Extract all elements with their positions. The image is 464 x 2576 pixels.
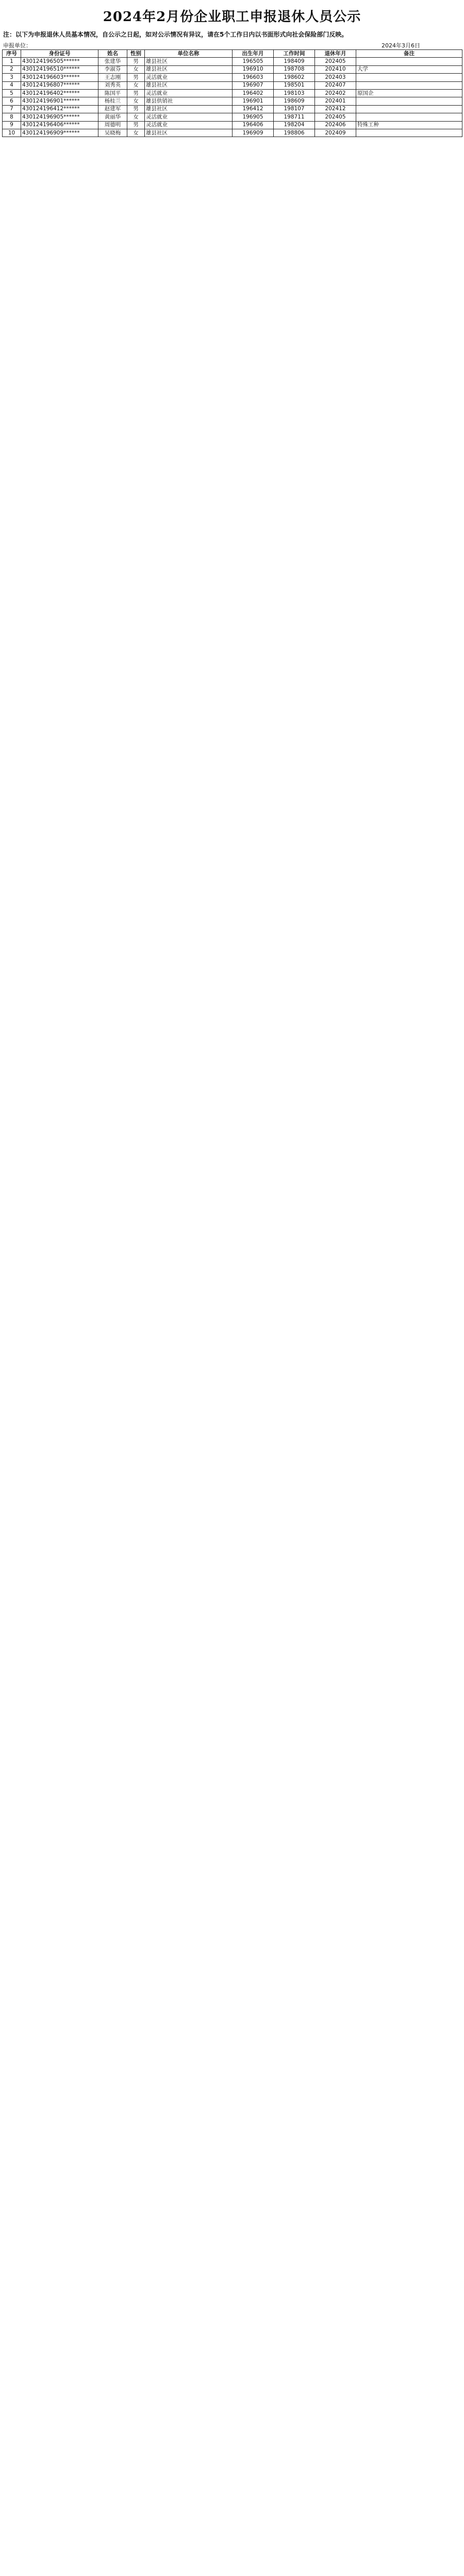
- cell-work-start: 198602: [274, 74, 315, 81]
- cell-name: 王志刚: [98, 74, 127, 81]
- table-row: [3, 58, 462, 65]
- cell-remark: 特殊工种: [356, 121, 462, 129]
- cell-name: 赵建军: [98, 105, 127, 113]
- cell-retire: 202401: [315, 97, 356, 105]
- cell-id: 430124196905******: [21, 113, 98, 121]
- publish-date: 2024年3月6日: [382, 42, 420, 49]
- cell-birth: 196910: [233, 65, 274, 73]
- cell-birth: 196505: [233, 58, 274, 65]
- cell-remark: 大学: [356, 65, 462, 73]
- cell-index: 4: [3, 81, 21, 89]
- table-row: [3, 129, 462, 137]
- cell-retire: 202405: [315, 58, 356, 65]
- cell-birth: 196406: [233, 121, 274, 129]
- cell-retire: 202410: [315, 65, 356, 73]
- col-header-name: 姓名: [98, 50, 127, 58]
- table-body: [3, 58, 462, 137]
- cell-sex: 男: [127, 121, 145, 129]
- cell-work-start: 198409: [274, 58, 315, 65]
- cell-unit: 雄县社区: [145, 129, 233, 137]
- table-row: [3, 121, 462, 129]
- cell-retire: 202402: [315, 89, 356, 97]
- cell-retire: 202409: [315, 129, 356, 137]
- cell-index: 5: [3, 89, 21, 97]
- cell-name: 周德明: [98, 121, 127, 129]
- table-row: [3, 81, 462, 89]
- cell-index: 1: [3, 58, 21, 65]
- cell-id: 430124196807******: [21, 81, 98, 89]
- cell-remark: [356, 129, 462, 137]
- col-header-id: 身份证号: [21, 50, 98, 58]
- cell-remark: [356, 113, 462, 121]
- cell-index: 6: [3, 97, 21, 105]
- cell-sex: 女: [127, 113, 145, 121]
- cell-remark: [356, 97, 462, 105]
- cell-retire: 202406: [315, 121, 356, 129]
- col-header-remark: 备注: [356, 50, 462, 58]
- col-header-index: 序号: [3, 50, 21, 58]
- cell-index: 10: [3, 129, 21, 137]
- cell-remark: [356, 74, 462, 81]
- cell-retire: 202407: [315, 81, 356, 89]
- cell-sex: 女: [127, 97, 145, 105]
- cell-unit: 雄县供销社: [145, 97, 233, 105]
- cell-id: 430124196402******: [21, 89, 98, 97]
- cell-birth: 196901: [233, 97, 274, 105]
- cell-name: 李淑芬: [98, 65, 127, 73]
- cell-name: 黄丽华: [98, 113, 127, 121]
- cell-work-start: 198107: [274, 105, 315, 113]
- cell-index: 8: [3, 113, 21, 121]
- cell-unit: 灵活就业: [145, 113, 233, 121]
- col-header-birth: 出生年月: [233, 50, 274, 58]
- cell-birth: 196402: [233, 89, 274, 97]
- cell-sex: 男: [127, 89, 145, 97]
- cell-unit: 雄县社区: [145, 81, 233, 89]
- cell-birth: 196905: [233, 113, 274, 121]
- cell-name: 杨桂兰: [98, 97, 127, 105]
- cell-retire: 202405: [315, 113, 356, 121]
- cell-work-start: 198609: [274, 97, 315, 105]
- cell-name: 刘秀英: [98, 81, 127, 89]
- cell-name: 陈国平: [98, 89, 127, 97]
- cell-name: 吴晓梅: [98, 129, 127, 137]
- cell-unit: 灵活就业: [145, 89, 233, 97]
- cell-unit: 雄县社区: [145, 65, 233, 73]
- retiree-table: [2, 49, 462, 137]
- cell-work-start: 198711: [274, 113, 315, 121]
- cell-unit: 雄县社区: [145, 58, 233, 65]
- cell-work-start: 198103: [274, 89, 315, 97]
- unit-label: 申报单位：: [3, 42, 31, 49]
- cell-index: 3: [3, 74, 21, 81]
- cell-name: 张建华: [98, 58, 127, 65]
- cell-unit: 灵活就业: [145, 121, 233, 129]
- col-header-work-start: 工作时间: [274, 50, 315, 58]
- cell-unit: 灵活就业: [145, 74, 233, 81]
- cell-remark: [356, 105, 462, 113]
- cell-work-start: 198806: [274, 129, 315, 137]
- cell-id: 430124196412******: [21, 105, 98, 113]
- cell-id: 430124196510******: [21, 65, 98, 73]
- table-row: [3, 113, 462, 121]
- cell-retire: 202412: [315, 105, 356, 113]
- cell-birth: 196907: [233, 81, 274, 89]
- table-row: [3, 89, 462, 97]
- cell-sex: 女: [127, 81, 145, 89]
- cell-retire: 202403: [315, 74, 356, 81]
- col-header-unit: 单位名称: [145, 50, 233, 58]
- cell-remark: [356, 58, 462, 65]
- page-title: 2024年2月份企业职工申报退休人员公示: [103, 9, 361, 25]
- cell-id: 430124196406******: [21, 121, 98, 129]
- cell-birth: 196412: [233, 105, 274, 113]
- cell-unit: 雄县社区: [145, 105, 233, 113]
- cell-sex: 女: [127, 65, 145, 73]
- cell-work-start: 198501: [274, 81, 315, 89]
- col-header-sex: 性别: [127, 50, 145, 58]
- cell-sex: 男: [127, 58, 145, 65]
- cell-sex: 女: [127, 129, 145, 137]
- cell-index: 7: [3, 105, 21, 113]
- cell-sex: 男: [127, 105, 145, 113]
- cell-work-start: 198204: [274, 121, 315, 129]
- cell-birth: 196909: [233, 129, 274, 137]
- cell-remark: 原国企: [356, 89, 462, 97]
- cell-work-start: 198708: [274, 65, 315, 73]
- cell-index: 9: [3, 121, 21, 129]
- cell-remark: [356, 81, 462, 89]
- table-row: [3, 105, 462, 113]
- cell-sex: 男: [127, 74, 145, 81]
- cell-birth: 196603: [233, 74, 274, 81]
- table-row: [3, 97, 462, 105]
- table-header-row: [3, 50, 462, 58]
- table-row: [3, 74, 462, 81]
- cell-index: 2: [3, 65, 21, 73]
- cell-id: 430124196901******: [21, 97, 98, 105]
- notice-text: 注：以下为申报退休人员基本情况，自公示之日起，如对公示情况有异议，请在5个工作日内以书面形式向社会保险部门反映。: [3, 31, 348, 38]
- cell-id: 430124196505******: [21, 58, 98, 65]
- col-header-retire: 退休年月: [315, 50, 356, 58]
- cell-id: 430124196603******: [21, 74, 98, 81]
- table-row: [3, 65, 462, 73]
- cell-id: 430124196909******: [21, 129, 98, 137]
